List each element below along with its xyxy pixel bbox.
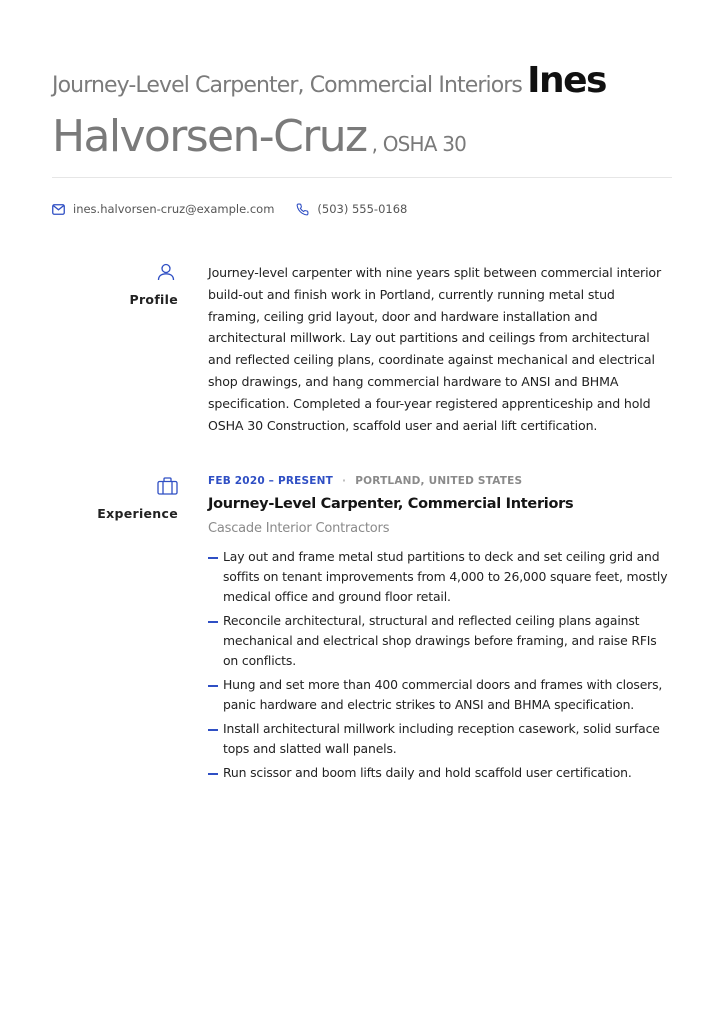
dash-bullet-icon (208, 729, 218, 731)
last-name: Halvorsen-Cruz (52, 111, 367, 162)
bullet-text: Reconcile architectural, structural and reflected ceiling plans against mechanical and electrical shop drawings before framing, and raise RFIs on conflicts. (223, 613, 657, 668)
first-name: Ines (527, 60, 606, 101)
job-title: Journey-Level Carpenter, Commercial Interiors (52, 73, 522, 98)
list-item (208, 719, 670, 759)
dash-bullet-icon (208, 621, 218, 623)
experience-bullets (208, 547, 670, 787)
mail-icon (52, 204, 65, 215)
bullet-text: Run scissor and boom lifts daily and hold scaffold user certification. (223, 765, 632, 780)
list-item (208, 675, 670, 715)
dash-bullet-icon (208, 773, 218, 775)
header-name-line (52, 112, 672, 171)
experience-date: FEB 2020 – PRESENT (208, 475, 334, 487)
contact-email[interactable] (52, 202, 274, 216)
dash-bullet-icon (208, 685, 218, 687)
list-item (208, 611, 670, 671)
bullet-text: Install architectural millwork including reception casework, solid surface tops and slatted wall panels. (223, 721, 660, 756)
contact-phone[interactable] (296, 202, 407, 216)
list-item (208, 763, 670, 783)
experience-role: Journey-Level Carpenter, Commercial Interiors (208, 496, 574, 512)
experience-meta (208, 475, 522, 487)
person-icon (156, 263, 176, 281)
header-divider (52, 177, 672, 178)
header-title-line (52, 56, 672, 112)
experience-label: Experience (97, 506, 178, 521)
profile-label: Profile (129, 292, 178, 307)
credential: , OSHA 30 (371, 132, 467, 156)
experience-location: PORTLAND, UNITED STATES (355, 475, 523, 487)
profile-summary: Journey-level carpenter with nine years split between commercial interior build-out and finish work in Portland, currently running metal stud framing, ceiling grid layout, door and hardware installation and architectural millwork. Lay out partitions and ceilings from architectural and reflected ceiling plans, coordinate against mechanical and electrical shop drawings, and hang commercial hardware to ANSI and BHMA specification. Completed a four-year registered apprenticeship and hold OSHA 30 Construction, scaffold user and aerial lift certification. (208, 265, 662, 433)
phone-icon (296, 203, 309, 216)
contact-bar (52, 200, 429, 218)
meta-separator: · (342, 475, 347, 487)
dash-bullet-icon (208, 557, 218, 559)
bullet-text: Lay out and frame metal stud partitions to deck and set ceiling grid and soffits on tenant improvements from 4,000 to 26,000 square feet, mostly medical office and ground floor retail. (223, 549, 668, 604)
phone-text[interactable]: (503) 555-0168 (317, 202, 408, 216)
briefcase-icon (157, 477, 178, 495)
bullet-text: Hung and set more than 400 commercial doors and frames with closers, panic hardware and electric strikes to ANSI and BHMA specification. (223, 677, 663, 712)
resume-header (52, 56, 672, 171)
list-item (208, 547, 670, 607)
experience-company: Cascade Interior Contractors (208, 521, 390, 536)
email-text[interactable]: ines.halvorsen-cruz@example.com (73, 202, 275, 216)
